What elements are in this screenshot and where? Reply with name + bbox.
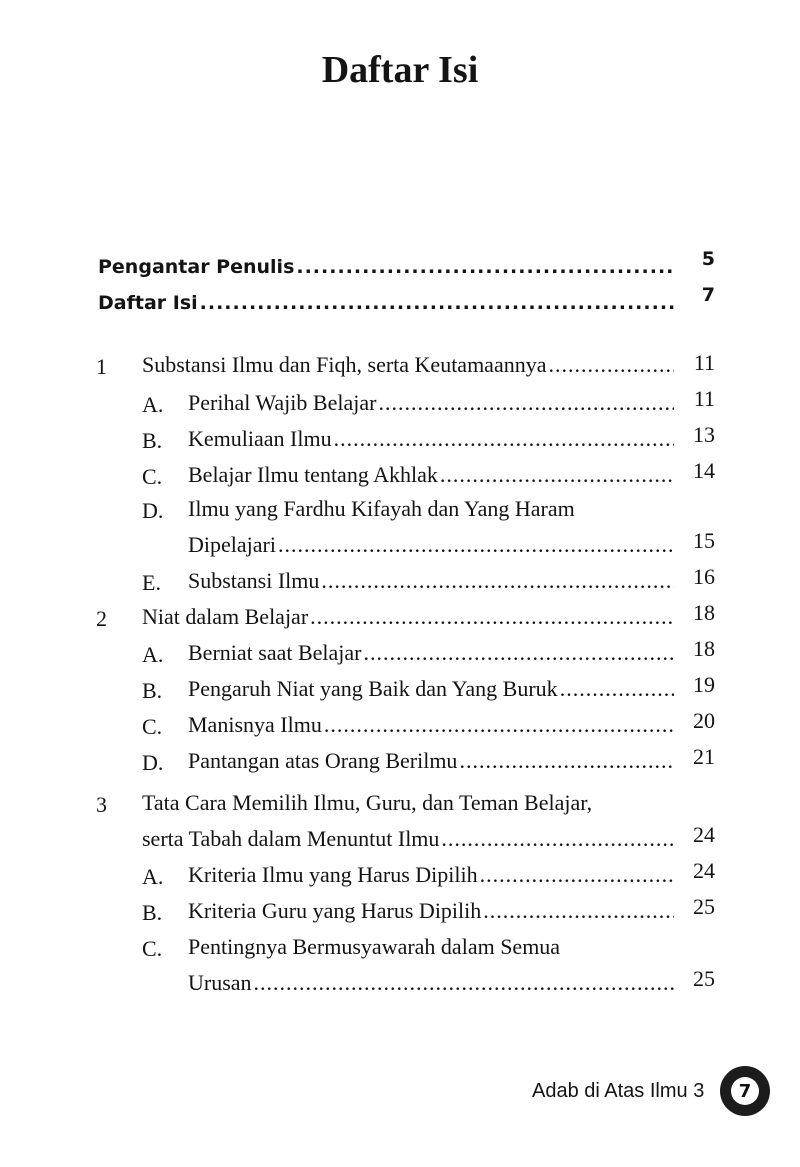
toc-entry-page: 24 <box>693 858 715 883</box>
toc-section-1a[interactable] <box>188 382 680 416</box>
section-letter: E. <box>142 570 161 595</box>
toc-leader-dots <box>310 604 674 630</box>
page-title: Daftar Isi <box>321 49 479 91</box>
toc-leader-dots <box>296 256 674 278</box>
chapter-number: 2 <box>96 606 107 631</box>
section-letter: D. <box>142 498 164 523</box>
toc-section-3c[interactable] <box>188 962 680 996</box>
toc-leader-dots <box>363 640 674 666</box>
section-letter: B. <box>142 900 163 925</box>
toc-entry-label: Kemuliaan Ilmu <box>188 426 332 451</box>
toc-entry-label: Manisnya Ilmu <box>188 712 322 737</box>
toc-entry-label-line1[interactable]: Ilmu yang Fardhu Kifayah dan Yang Haram <box>188 496 575 521</box>
toc-leader-dots <box>378 390 674 416</box>
chapter-number: 1 <box>96 354 107 379</box>
toc-entry-pengantar-penulis[interactable] <box>98 244 680 278</box>
toc-chapter-2[interactable] <box>142 596 680 630</box>
section-letter: C. <box>142 936 163 961</box>
toc-entry-page: 11 <box>693 350 715 375</box>
toc-chapter-1[interactable] <box>142 344 680 378</box>
toc-entry-label: Perihal Wajib Belajar <box>188 390 377 415</box>
toc-section-2c[interactable] <box>188 704 680 738</box>
toc-section-3a[interactable] <box>188 854 680 888</box>
chapter-number: 3 <box>96 792 107 817</box>
section-letter: D. <box>142 750 164 775</box>
toc-entry-label: Pengantar Penulis <box>98 256 295 278</box>
toc-section-2b[interactable] <box>188 668 680 702</box>
toc-leader-dots <box>459 748 674 774</box>
toc-entry-page: 24 <box>693 822 715 847</box>
toc-leader-dots <box>480 862 674 888</box>
toc-entry-page: 19 <box>693 672 715 697</box>
toc-section-1c[interactable] <box>188 454 680 488</box>
section-letter: C. <box>142 714 163 739</box>
toc-leader-dots <box>324 712 674 738</box>
toc-entry-page: 11 <box>693 386 715 411</box>
toc-entry-daftar-isi[interactable] <box>98 280 680 314</box>
toc-entry-label: serta Tabah dalam Menuntut Ilmu <box>142 826 440 851</box>
toc-leader-dots <box>548 352 674 378</box>
footer-book-title: Adab di Atas Ilmu 3 <box>532 1080 705 1102</box>
toc-entry-page: 18 <box>693 636 715 661</box>
section-letter: A. <box>142 392 164 417</box>
toc-entry-page: 5 <box>701 248 715 270</box>
toc-entry-page: 13 <box>693 422 715 447</box>
toc-entry-label: Substansi Ilmu dan Fiqh, serta Keutamaannya <box>142 352 547 377</box>
toc-entry-label: Dipelajari <box>188 532 276 557</box>
toc-entry-label: Kriteria Ilmu yang Harus Dipilih <box>188 862 478 887</box>
toc-entry-label: Kriteria Guru yang Harus Dipilih <box>188 898 482 923</box>
toc-entry-label: Niat dalam Belajar <box>142 604 309 629</box>
toc-entry-page: 14 <box>693 458 715 483</box>
toc-section-3b[interactable] <box>188 890 680 924</box>
section-letter: A. <box>142 642 164 667</box>
toc-leader-dots <box>321 568 674 594</box>
toc-entry-page: 16 <box>693 564 715 589</box>
toc-entry-label: Pantangan atas Orang Berilmu <box>188 748 458 773</box>
section-letter: B. <box>142 678 163 703</box>
toc-section-1d[interactable] <box>188 524 680 558</box>
page-number-badge <box>720 1066 770 1116</box>
toc-leader-dots <box>483 898 674 924</box>
toc-entry-page: 25 <box>693 894 715 919</box>
toc-leader-dots <box>440 462 674 488</box>
toc-leader-dots <box>254 970 674 996</box>
toc-section-1b[interactable] <box>188 418 680 452</box>
toc-entry-label: Pengaruh Niat yang Baik dan Yang Buruk <box>188 676 558 701</box>
toc-entry-page: 25 <box>693 966 715 991</box>
section-letter: B. <box>142 428 163 453</box>
toc-entry-page: 20 <box>693 708 715 733</box>
toc-entry-label-line1[interactable]: Tata Cara Memilih Ilmu, Guru, dan Teman Belajar, <box>142 790 593 815</box>
toc-leader-dots <box>278 532 674 558</box>
page-number: 7 <box>731 1077 759 1105</box>
section-letter: C. <box>142 464 163 489</box>
toc-entry-label: Daftar Isi <box>98 292 198 314</box>
toc-entry-label: Belajar Ilmu tentang Akhlak <box>188 462 438 487</box>
toc-entry-label-line1[interactable]: Pentingnya Bermusyawarah dalam Semua <box>188 934 561 959</box>
toc-entry-page: 18 <box>693 600 715 625</box>
toc-entry-label: Berniat saat Belajar <box>188 640 362 665</box>
toc-entry-page: 15 <box>693 528 715 553</box>
section-letter: A. <box>142 864 164 889</box>
toc-leader-dots <box>441 826 674 852</box>
toc-section-2a[interactable] <box>188 632 680 666</box>
toc-section-1e[interactable] <box>188 560 680 594</box>
toc-leader-dots <box>334 426 674 452</box>
toc-entry-label: Substansi Ilmu <box>188 568 320 593</box>
toc-entry-page: 21 <box>693 744 715 769</box>
toc-section-2d[interactable] <box>188 740 680 774</box>
toc-leader-dots <box>200 292 674 314</box>
toc-entry-page: 7 <box>701 284 715 306</box>
toc-entry-label: Urusan <box>188 970 252 995</box>
toc-chapter-3[interactable] <box>142 818 680 852</box>
toc-leader-dots <box>560 676 674 702</box>
